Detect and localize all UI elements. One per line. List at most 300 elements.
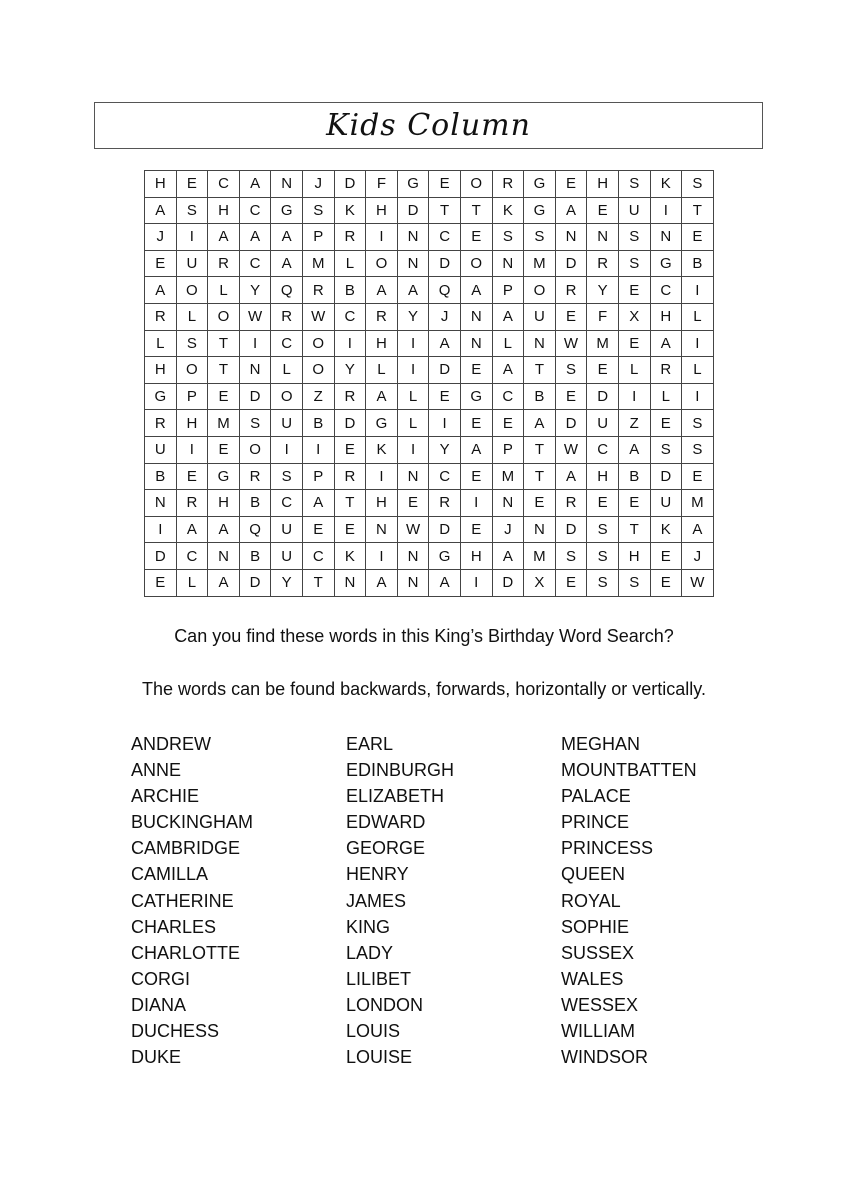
grid-row [145,463,714,490]
grid-cell: A [145,277,177,304]
grid-cell: R [145,303,177,330]
grid-cell: E [682,224,714,251]
grid-cell: L [145,330,177,357]
word-list-item: LADY [346,942,394,963]
grid-cell: A [555,197,587,224]
grid-cell: A [271,250,303,277]
grid-cell: I [682,277,714,304]
grid-row [145,543,714,570]
grid-cell: P [302,463,334,490]
grid-cell: Q [239,516,271,543]
grid-cell: N [397,250,429,277]
grid-cell: S [555,543,587,570]
grid-cell: E [682,463,714,490]
grid-cell: E [429,171,461,198]
grid-cell: L [492,330,524,357]
grid-cell: G [524,171,556,198]
word-list-item: ROYAL [561,890,621,911]
word-list-item: ANNE [131,760,182,781]
grid-cell: A [555,463,587,490]
grid-cell: N [492,490,524,517]
grid-cell: A [524,410,556,437]
grid-cell: B [145,463,177,490]
grid-cell: I [366,543,398,570]
grid-cell: D [145,543,177,570]
grid-cell: P [492,277,524,304]
grid-row [145,436,714,463]
grid-cell: I [618,383,650,410]
word-list-item: BUCKINGHAM [131,812,254,833]
grid-cell: S [682,410,714,437]
grid-cell: A [302,490,334,517]
grid-cell: C [334,303,366,330]
word-list-item: EDINBURGH [346,760,455,781]
word-search-grid [144,170,714,597]
grid-cell: D [429,516,461,543]
grid-cell: W [302,303,334,330]
grid-cell: E [208,383,240,410]
grid-cell: K [334,543,366,570]
grid-cell: K [366,436,398,463]
grid-cell: E [524,490,556,517]
grid-cell: L [650,383,682,410]
grid-cell: L [618,357,650,384]
grid-cell: R [555,490,587,517]
word-list-item: WALES [561,968,624,989]
grid-cell: N [492,250,524,277]
word-list-item: PRINCESS [561,838,654,859]
word-list-item: ANDREW [131,734,211,754]
grid-cell: A [208,569,240,596]
grid-cell: N [397,224,429,251]
word-list-item: EARL [346,734,394,754]
grid-row [145,224,714,251]
word-list-item: ELIZABETH [346,786,445,807]
grid-cell: C [429,224,461,251]
word-list-item: QUEEN [561,864,626,885]
grid-row [145,516,714,543]
grid-cell: D [555,516,587,543]
grid-cell: O [176,357,208,384]
grid-cell: R [555,277,587,304]
grid-cell: T [334,490,366,517]
grid-cell: E [176,171,208,198]
grid-cell: L [397,383,429,410]
word-list-item: CAMILLA [131,864,209,885]
grid-cell: K [334,197,366,224]
grid-cell: D [650,463,682,490]
grid-cell: D [239,383,271,410]
grid-cell: E [460,516,492,543]
grid-cell: T [524,436,556,463]
grid-cell: C [302,543,334,570]
grid-row [145,303,714,330]
instructions-hint: The words can be found backwards, forwards, horizontally or vertically. [142,679,706,699]
grid-cell: A [650,330,682,357]
grid-cell: H [366,197,398,224]
grid-cell: A [366,569,398,596]
grid-cell: Q [429,277,461,304]
grid-cell: E [302,516,334,543]
grid-row [145,490,714,517]
grid-cell: R [429,490,461,517]
grid-cell: T [460,197,492,224]
grid-cell: C [208,171,240,198]
word-list-item: MEGHAN [561,734,641,754]
grid-cell: K [650,171,682,198]
word-list-item: LILIBET [346,968,412,989]
word-list-item: DUCHESS [131,1021,220,1042]
grid-cell: C [239,197,271,224]
grid-cell: S [524,224,556,251]
grid-cell: M [524,543,556,570]
grid-cell: B [334,277,366,304]
grid-cell: G [397,171,429,198]
grid-cell: O [302,330,334,357]
grid-cell: D [334,171,366,198]
word-list-item: WINDSOR [561,1047,648,1068]
word-list-item: MOUNTBATTEN [561,760,697,781]
grid-cell: O [366,250,398,277]
grid-cell: K [492,197,524,224]
grid-cell: Q [271,277,303,304]
grid-row [145,277,714,304]
grid-cell: H [145,171,177,198]
grid-cell: K [650,516,682,543]
grid-cell: I [302,436,334,463]
grid-cell: E [587,490,619,517]
grid-cell: J [682,543,714,570]
word-list-item: KING [346,916,391,937]
grid-cell: S [682,436,714,463]
grid-cell: W [555,436,587,463]
grid-cell: I [176,224,208,251]
grid-cell: U [271,543,303,570]
grid-cell: R [334,224,366,251]
word-list-item: CORGI [131,968,191,989]
grid-cell: E [587,197,619,224]
grid-cell: N [334,569,366,596]
grid-row [145,383,714,410]
word-list-item: HENRY [346,864,409,885]
grid-cell: D [429,250,461,277]
grid-cell: H [618,543,650,570]
word-list-item: EDWARD [346,812,426,833]
grid-cell: E [492,410,524,437]
grid-cell: Z [618,410,650,437]
grid-cell: R [366,303,398,330]
grid-cell: E [460,224,492,251]
word-list-item: LOUIS [346,1021,401,1042]
word-list-item: SOPHIE [561,916,630,937]
grid-cell: T [524,463,556,490]
grid-row [145,250,714,277]
grid-cell: O [302,357,334,384]
grid-cell: S [239,410,271,437]
grid-cell: E [650,543,682,570]
grid-cell: S [176,330,208,357]
grid-cell: J [429,303,461,330]
grid-row [145,410,714,437]
word-list-column-3 [561,731,697,1070]
grid-cell: G [650,250,682,277]
grid-cell: O [524,277,556,304]
grid-cell: E [555,383,587,410]
word-list-item: CAMBRIDGE [131,838,241,859]
grid-cell: E [460,357,492,384]
grid-cell: G [366,410,398,437]
grid-cell: N [524,330,556,357]
grid-cell: L [397,410,429,437]
word-list-item: PALACE [561,786,631,807]
grid-cell: H [208,197,240,224]
grid-cell: R [145,410,177,437]
grid-cell: U [271,410,303,437]
grid-cell: R [587,250,619,277]
grid-cell: C [176,543,208,570]
grid-cell: I [460,490,492,517]
grid-cell: A [366,277,398,304]
grid-cell: B [302,410,334,437]
grid-cell: E [587,357,619,384]
grid-cell: I [366,224,398,251]
instructions-question: Can you find these words in this King’s Birthday Word Search? [174,626,674,646]
grid-cell: N [460,303,492,330]
grid-cell: E [618,490,650,517]
grid-cell: J [492,516,524,543]
grid-cell: S [555,357,587,384]
grid-cell: E [397,490,429,517]
grid-cell: A [239,224,271,251]
grid-cell: E [429,383,461,410]
grid-cell: S [650,436,682,463]
word-list-item: CATHERINE [131,890,234,911]
word-list-column-2 [346,731,454,1070]
grid-cell: S [618,569,650,596]
grid-cell: A [492,543,524,570]
grid-cell: D [397,197,429,224]
grid-cell: U [650,490,682,517]
grid-cell: A [460,277,492,304]
grid-cell: E [334,516,366,543]
grid-cell: S [618,224,650,251]
grid-cell: U [618,197,650,224]
word-list-item: GEORGE [346,838,426,859]
grid-cell: N [145,490,177,517]
grid-cell: T [208,330,240,357]
grid-cell: E [145,569,177,596]
grid-row [145,357,714,384]
grid-cell: H [145,357,177,384]
grid-cell: U [587,410,619,437]
grid-cell: J [302,171,334,198]
grid-cell: X [524,569,556,596]
title-box [94,102,763,149]
grid-cell: I [650,197,682,224]
grid-cell: H [650,303,682,330]
grid-cell: H [176,410,208,437]
grid-cell: S [587,543,619,570]
grid-cell: J [145,224,177,251]
grid-cell: A [429,569,461,596]
word-list-item: DUKE [131,1047,182,1068]
grid-cell: Y [429,436,461,463]
grid-cell: E [460,463,492,490]
grid-cell: N [208,543,240,570]
grid-cell: I [682,330,714,357]
word-list-column-1 [131,731,253,1070]
grid-cell: B [682,250,714,277]
grid-cell: E [555,569,587,596]
grid-cell: D [239,569,271,596]
word-list-item: JAMES [346,890,407,911]
grid-cell: G [524,197,556,224]
grid-cell: R [334,383,366,410]
grid-row [145,569,714,596]
grid-cell: L [271,357,303,384]
grid-cell: T [429,197,461,224]
grid-cell: B [524,383,556,410]
grid-cell: E [555,171,587,198]
grid-cell: A [239,171,271,198]
grid-cell: I [366,463,398,490]
grid-cell: B [618,463,650,490]
grid-cell: O [239,436,271,463]
grid-cell: T [208,357,240,384]
grid-cell: M [524,250,556,277]
grid-row [145,330,714,357]
grid-cell: T [682,197,714,224]
word-list-item: CHARLOTTE [131,942,241,963]
grid-cell: R [208,250,240,277]
grid-cell: E [208,436,240,463]
grid-cell: U [176,250,208,277]
grid-cell: I [397,436,429,463]
grid-cell: S [618,171,650,198]
grid-cell: D [587,383,619,410]
grid-cell: H [587,463,619,490]
grid-cell: I [239,330,271,357]
grid-cell: E [145,250,177,277]
grid-cell: A [682,516,714,543]
grid-cell: I [176,436,208,463]
grid-cell: R [176,490,208,517]
grid-cell: A [271,224,303,251]
grid-cell: C [587,436,619,463]
grid-cell: L [208,277,240,304]
grid-cell: O [460,171,492,198]
grid-cell: E [650,569,682,596]
grid-cell: A [366,383,398,410]
grid-row [145,197,714,224]
grid-cell: M [587,330,619,357]
grid-cell: F [366,171,398,198]
grid-cell: C [492,383,524,410]
grid-cell: C [239,250,271,277]
grid-cell: Y [587,277,619,304]
grid-cell: N [460,330,492,357]
grid-cell: C [429,463,461,490]
grid-cell: N [397,463,429,490]
grid-cell: G [145,383,177,410]
grid-cell: W [239,303,271,330]
grid-cell: M [492,463,524,490]
grid-cell: H [460,543,492,570]
grid-cell: M [208,410,240,437]
grid-cell: R [334,463,366,490]
grid-cell: G [271,197,303,224]
grid-cell: Y [239,277,271,304]
grid-cell: A [492,357,524,384]
grid-cell: D [334,410,366,437]
grid-cell: S [176,197,208,224]
word-list-item: PRINCE [561,812,630,833]
grid-cell: S [618,250,650,277]
grid-cell: O [460,250,492,277]
grid-cell: E [650,410,682,437]
grid-cell: A [208,224,240,251]
page-title: Kids Column [326,108,531,143]
grid-cell: I [460,569,492,596]
grid-cell: B [239,490,271,517]
grid-cell: W [555,330,587,357]
grid-cell: C [271,330,303,357]
grid-cell: G [429,543,461,570]
grid-cell: Y [271,569,303,596]
grid-cell: D [555,250,587,277]
grid-cell: R [492,171,524,198]
grid-cell: C [650,277,682,304]
grid-cell: Z [302,383,334,410]
grid-cell: A [397,277,429,304]
grid-cell: G [208,463,240,490]
grid-cell: I [334,330,366,357]
grid-cell: A [460,436,492,463]
grid-cell: M [302,250,334,277]
grid-cell: C [271,490,303,517]
grid-cell: T [524,357,556,384]
grid-cell: E [555,303,587,330]
grid-cell: O [176,277,208,304]
grid-cell: I [397,357,429,384]
grid-cell: R [239,463,271,490]
word-list-item: ARCHIE [131,786,200,807]
grid-cell: S [271,463,303,490]
grid-cell: N [366,516,398,543]
grid-cell: A [429,330,461,357]
grid-cell: W [682,569,714,596]
grid-cell: I [682,383,714,410]
grid-cell: A [208,516,240,543]
grid-cell: E [618,330,650,357]
word-list-item: WESSEX [561,994,639,1015]
grid-cell: G [460,383,492,410]
grid-cell: A [618,436,650,463]
grid-cell: A [145,197,177,224]
grid-cell: N [524,516,556,543]
grid-cell: H [208,490,240,517]
grid-cell: I [429,410,461,437]
grid-cell: B [239,543,271,570]
grid-cell: P [492,436,524,463]
grid-cell: O [271,383,303,410]
grid-cell: P [302,224,334,251]
grid-cell: N [271,171,303,198]
grid-cell: D [429,357,461,384]
grid-cell: T [618,516,650,543]
word-list-item: CHARLES [131,916,217,937]
grid-cell: S [492,224,524,251]
